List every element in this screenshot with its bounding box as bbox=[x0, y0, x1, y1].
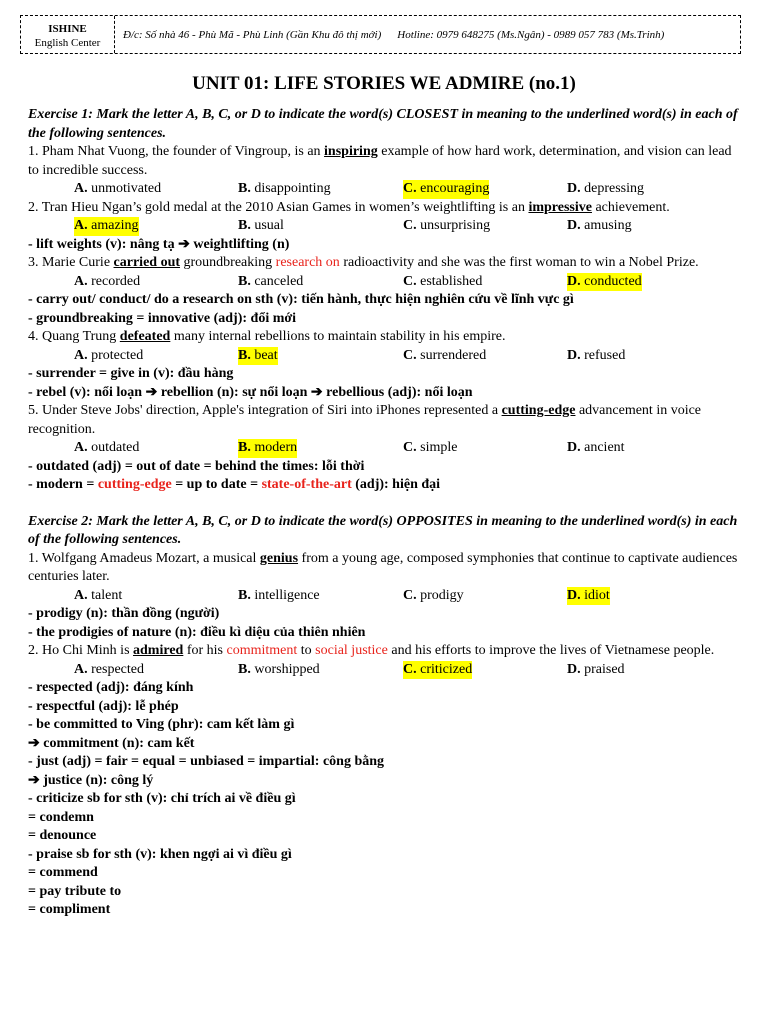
q-text: 1. Pham Nhat Vuong, the founder of Vingroup, is an bbox=[28, 144, 325, 159]
ex1-q1 bbox=[28, 143, 743, 180]
option-c-answer: C. criticized bbox=[403, 661, 472, 680]
header-box bbox=[20, 15, 741, 54]
vocab-note: - modern = cutting-edge = up to date = state-of-the-art (adj): hiện đại bbox=[28, 477, 441, 492]
vocab-note: - praise sb for sth (v): khen ngợi ai vì điều gì bbox=[28, 846, 292, 862]
q-keyword: cutting-edge bbox=[501, 403, 576, 418]
option-b-answer: B. modern bbox=[238, 439, 297, 458]
vocab-note: ➔ justice (n): công lý bbox=[28, 772, 154, 788]
spacer bbox=[28, 495, 743, 513]
ex1-q1-options bbox=[28, 180, 743, 199]
arrow-icon: ➔ bbox=[28, 735, 40, 751]
arrow-icon: ➔ bbox=[178, 236, 190, 252]
option-d: D. refused bbox=[567, 347, 626, 363]
worksheet-content bbox=[28, 106, 743, 920]
highlight-red: research on bbox=[275, 255, 340, 270]
option-b-answer: B. beat bbox=[238, 347, 278, 366]
brand-name: ISHINE bbox=[48, 23, 87, 35]
vocab-note: ➔ commitment (n): cam kết bbox=[28, 735, 195, 751]
option-a: A. recorded bbox=[74, 273, 141, 289]
ex2-instruction: Exercise 2: Mark the letter A, B, C, or D to indicate the word(s) OPPOSITES in meaning to the underlined word(s) in each of the following sentences. bbox=[28, 513, 738, 547]
vocab-note: = pay tribute to bbox=[28, 883, 122, 899]
vocab-note: - be committed to Ving (phr): cam kết làm gì bbox=[28, 717, 295, 732]
option-b: B. disappointing bbox=[238, 181, 331, 196]
vocab-note: - carry out/ conduct/ do a research on sth (v): tiến hành, thực hiện nghiên cứu về lĩnh vực gì bbox=[28, 292, 574, 307]
option-a: A. unmotivated bbox=[74, 181, 162, 196]
ex1-instruction: Exercise 1: Mark the letter A, B, C, or D to indicate the word(s) CLOSEST in meaning to the underlined word(s) in each of the following sentences. bbox=[28, 107, 738, 141]
contact-info bbox=[115, 16, 740, 53]
vocab-note: - prodigy (n): thần đồng (người) bbox=[28, 606, 220, 621]
option-c: C. unsurprising bbox=[403, 218, 491, 233]
address: Đ/c: Số nhà 46 - Phù Mã - Phù Linh (Gần Khu đô thị mới) bbox=[123, 28, 382, 41]
option-a: A. protected bbox=[74, 347, 144, 363]
vocab-note: = commend bbox=[28, 865, 98, 880]
option-a: A. talent bbox=[74, 587, 123, 603]
vocab-note: = condemn bbox=[28, 809, 94, 825]
ex2-q2-options bbox=[28, 661, 743, 680]
ex1-q3: 3. Marie Curie carried out groundbreaking research on radioactivity and she was the first woman to win a Nobel Prize. bbox=[28, 255, 699, 270]
option-b: B. intelligence bbox=[238, 587, 320, 603]
ex2-q1-options bbox=[28, 587, 743, 606]
ex1-q2-options bbox=[28, 217, 743, 236]
vocab-note: - just (adj) = fair = equal = unbiased = impartial: công bằng bbox=[28, 754, 385, 769]
vocab-note: - criticize sb for sth (v): chỉ trích ai về điều gì bbox=[28, 791, 296, 806]
vocab-note: - groundbreaking = innovative (adj): đổi mới bbox=[28, 310, 297, 326]
option-c: C. simple bbox=[403, 440, 458, 455]
vocab-note: - outdated (adj) = out of date = behind the times: lỗi thời bbox=[28, 458, 365, 474]
option-d: D. depressing bbox=[567, 181, 645, 196]
option-b: B. usual bbox=[238, 218, 284, 233]
q-keyword: genius bbox=[259, 550, 299, 566]
ex1-q5: 5. Under Steve Jobs' direction, Apple's integration of Siri into iPhones represented a cutting-edge advancement in voice recognition. bbox=[28, 403, 702, 437]
arrow-icon: ➔ bbox=[145, 384, 158, 400]
ex1-q5-options bbox=[28, 439, 743, 458]
hotline: Hotline: 0979 648275 (Ms.Ngân) - 0989 057 783 (Ms.Trinh) bbox=[397, 28, 665, 41]
brand-block bbox=[21, 16, 115, 53]
option-d: D. amusing bbox=[567, 218, 632, 233]
arrow-icon: ➔ bbox=[310, 384, 323, 400]
arrow-icon: ➔ bbox=[28, 772, 40, 788]
vocab-note: = compliment bbox=[28, 902, 111, 917]
option-c: C. established bbox=[403, 273, 483, 289]
q-keyword: admired bbox=[133, 643, 184, 658]
vocab-note: - respected (adj): đáng kính bbox=[28, 680, 194, 695]
vocab-note: - respectful (adj): lễ phép bbox=[28, 698, 179, 714]
vocab-note: - surrender = give in (v): đầu hàng bbox=[28, 366, 234, 381]
option-b: B. worshipped bbox=[238, 661, 320, 677]
page-title: UNIT 01: LIFE STORIES WE ADMIRE (no.1) bbox=[192, 73, 576, 94]
option-b: B. canceled bbox=[238, 273, 304, 289]
option-c: C. prodigy bbox=[403, 587, 464, 603]
ex1-q4: 4. Quang Trung defeated many internal rebellions to maintain stability in his empire. bbox=[28, 329, 506, 344]
q-text: example of how hard work, determination, and vision can lead to incredible success. bbox=[28, 144, 732, 178]
ex1-q3-options bbox=[28, 273, 743, 292]
q-keyword: impressive bbox=[528, 199, 592, 215]
ex2-q1: 1. Wolfgang Amadeus Mozart, a musical genius from a young age, composed symphonies that continue to captivate audiences centuries later. bbox=[28, 550, 738, 584]
vocab-note: - lift weights (v): nâng tạ ➔ weightlifting (n) bbox=[28, 236, 290, 252]
vocab-note: - rebel (v): nổi loạn ➔ rebellion (n): sự nổi loạn ➔ rebellious (adj): nổi loạn bbox=[28, 384, 473, 400]
vocab-note: - the prodigies of nature (n): điều kì diệu của thiên nhiên bbox=[28, 624, 366, 640]
option-a: A. outdated bbox=[74, 440, 140, 455]
brand-sub: English Center bbox=[34, 37, 101, 49]
option-d-answer: D. conducted bbox=[567, 273, 642, 292]
ex1-q4-options bbox=[28, 347, 743, 366]
option-d: D. ancient bbox=[567, 440, 625, 455]
q-keyword: defeated bbox=[119, 329, 171, 344]
ex2-q2: 2. Ho Chi Minh is admired for his commitment to social justice and his efforts to improve the lives of Vietnamese people. bbox=[28, 643, 715, 658]
ex1-q2: 2. Tran Hieu Ngan’s gold medal at the 2010 Asian Games in women’s weightlifting is an impressive achievement. bbox=[28, 199, 670, 215]
option-c-answer: C. encouraging bbox=[403, 180, 489, 199]
q-keyword: inspiring bbox=[324, 144, 378, 159]
option-c: C. surrendered bbox=[403, 347, 487, 363]
option-d-answer: D. idiot bbox=[567, 587, 610, 606]
vocab-note: = denounce bbox=[28, 828, 97, 843]
option-d: D. praised bbox=[567, 661, 625, 677]
option-a-answer: A. amazing bbox=[74, 217, 139, 236]
option-a: A. respected bbox=[74, 661, 144, 677]
q-keyword: carried out bbox=[113, 255, 181, 270]
